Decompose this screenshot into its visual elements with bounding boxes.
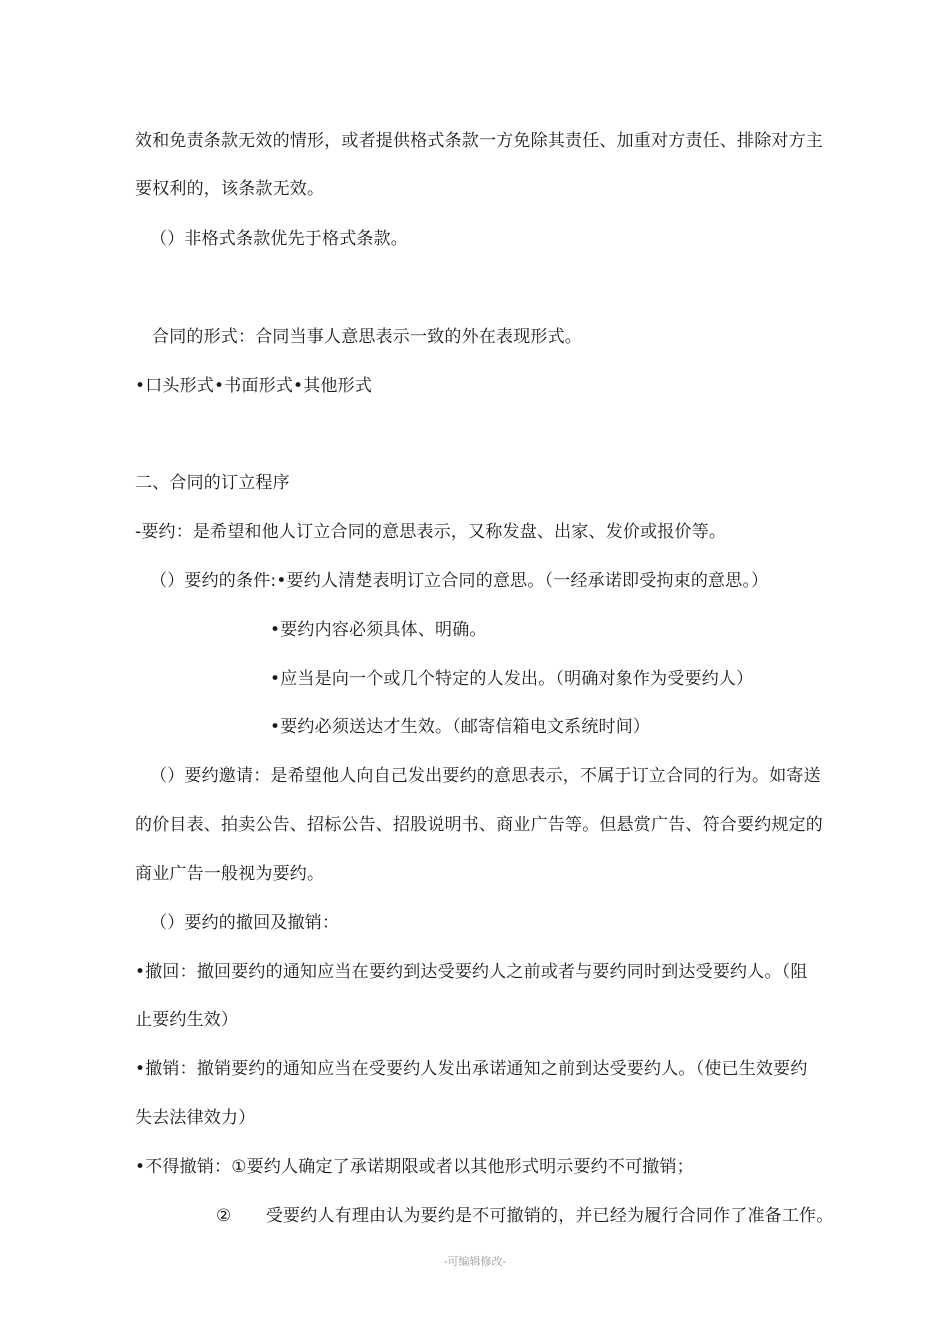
bullet-line: •要约必须送达才生效。（邮寄信箱电文系统时间）: [270, 717, 651, 737]
paragraph-line: （）非格式条款优先于格式条款。: [150, 229, 408, 249]
bullet-line: •撤回：撤回要约的通知应当在要约到达受要约人之前或者与要约同时到达受要约人。（阻: [135, 962, 808, 982]
numbered-line: ② 受要约人有理由认为要约是不可撤销的，并已经为履行合同作了准备工作。: [216, 1206, 834, 1226]
paragraph-line: 的价目表、拍卖公告、招标公告、招股说明书、商业广告等。但悬赏广告、符合要约规定的: [135, 815, 823, 835]
paragraph-line: 商业广告一般视为要约。: [135, 864, 325, 884]
paragraph-line: 止要约生效）: [135, 1010, 239, 1030]
paragraph-line: （）要约的撤回及撤销：: [150, 913, 340, 933]
bullet-line: •撤销：撤销要约的通知应当在受要约人发出承诺通知之前到达受要约人。（使已生效要约: [135, 1059, 808, 1079]
bullet-line: •应当是向一个或几个特定的人发出。（明确对象作为受要约人）: [270, 669, 754, 689]
paragraph-line: 要权利的，该条款无效。: [135, 179, 325, 199]
definition-line: 合同的形式：合同当事人意思表示一致的外在表现形式。: [152, 327, 582, 347]
bullet-line: •口头形式•书面形式•其他形式: [135, 376, 373, 396]
bullet-line: •不得撤销：①要约人确定了承诺期限或者以其他形式明示要约不可撤销；: [135, 1157, 694, 1177]
paragraph-line: （）要约邀请：是希望他人向自己发出要约的意思表示，不属于订立合同的行为。如寄送: [150, 766, 821, 786]
section-heading: 二、合同的订立程序: [135, 473, 290, 493]
bullet-line: •要约内容必须具体、明确。: [270, 620, 487, 640]
paragraph-line: （）要约的条件:•要约人清楚表明订立合同的意思。（一经承诺即受拘束的意思。）: [150, 571, 769, 591]
paragraph-line: 效和免责条款无效的情形，或者提供格式条款一方免除其责任、加重对方责任、排除对方主: [135, 131, 823, 151]
page-footer: -可编辑修改-: [443, 1255, 507, 1268]
paragraph-line: -要约：是希望和他人订立合同的意思表示，又称发盘、出家、发价或报价等。: [135, 522, 727, 542]
paragraph-line: 失去法律效力）: [135, 1108, 256, 1128]
